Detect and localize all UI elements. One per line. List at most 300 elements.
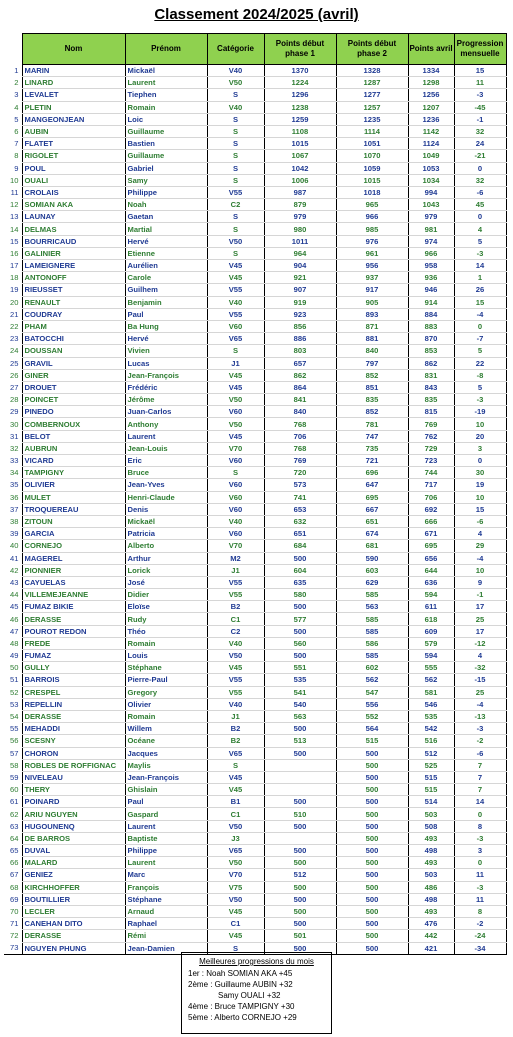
- prenom-cell: Etienne: [125, 247, 207, 259]
- points-avril-cell: 706: [408, 491, 454, 503]
- points-phase2-cell: 647: [336, 479, 408, 491]
- prenom-cell: Paul: [125, 796, 207, 808]
- progression-cell: 0: [454, 857, 506, 869]
- prenom-cell: Stéphane: [125, 893, 207, 905]
- table-row: [4, 820, 506, 832]
- points-phase2-cell: 1277: [336, 89, 408, 101]
- prenom-cell: Laurent: [125, 857, 207, 869]
- points-phase1-cell: 1296: [264, 89, 336, 101]
- nom-cell: CRESPEL: [22, 686, 125, 698]
- progression-cell: -3: [454, 832, 506, 844]
- prenom-cell: Maylis: [125, 759, 207, 771]
- rank-cell: 49: [10, 651, 19, 661]
- progression-cell: 26: [454, 284, 506, 296]
- points-avril-cell: 515: [408, 784, 454, 796]
- progression-cell: -8: [454, 369, 506, 381]
- rank-cell: 60: [10, 785, 19, 795]
- nom-cell: BARROIS: [22, 674, 125, 686]
- progression-cell: -2: [454, 735, 506, 747]
- table-row: [4, 893, 506, 905]
- points-phase1-cell: 1224: [264, 77, 336, 89]
- points-phase2-cell: 500: [336, 918, 408, 930]
- progression-cell: 9: [454, 576, 506, 588]
- categorie-cell: V60: [207, 503, 264, 515]
- prenom-cell: Carole: [125, 272, 207, 284]
- nom-cell: ROBLES DE ROFFIGNAC: [22, 759, 125, 771]
- points-avril-cell: 1053: [408, 162, 454, 174]
- progression-cell: 32: [454, 125, 506, 137]
- progression-cell: -45: [454, 101, 506, 113]
- points-phase2-cell: 590: [336, 552, 408, 564]
- points-avril-cell: 493: [408, 857, 454, 869]
- categorie-cell: V45: [207, 905, 264, 917]
- categorie-cell: V50: [207, 418, 264, 430]
- progression-cell: -7: [454, 333, 506, 345]
- nom-cell: CHORON: [22, 747, 125, 759]
- points-phase1-cell: 580: [264, 589, 336, 601]
- progression-cell: -3: [454, 247, 506, 259]
- points-phase2-cell: 556: [336, 698, 408, 710]
- prenom-cell: Tiephen: [125, 89, 207, 101]
- points-avril-cell: 535: [408, 710, 454, 722]
- points-phase2-cell: 500: [336, 771, 408, 783]
- prenom-cell: Mickaël: [125, 515, 207, 527]
- points-phase2-cell: 500: [336, 881, 408, 893]
- categorie-cell: C2: [207, 199, 264, 211]
- table-row: [4, 101, 506, 113]
- prenom-cell: Anthony: [125, 418, 207, 430]
- points-phase2-cell: 966: [336, 211, 408, 223]
- table-row: [4, 211, 506, 223]
- points-phase2-cell: 602: [336, 662, 408, 674]
- points-phase2-cell: 917: [336, 284, 408, 296]
- rank-cell: 66: [10, 858, 19, 868]
- points-phase2-cell: 1114: [336, 125, 408, 137]
- categorie-cell: V45: [207, 369, 264, 381]
- categorie-cell: V55: [207, 589, 264, 601]
- col-header-progression: Progression mensuelle: [454, 34, 506, 65]
- categorie-cell: S: [207, 150, 264, 162]
- nom-cell: BOURRICAUD: [22, 235, 125, 247]
- table-row: [4, 857, 506, 869]
- points-avril-cell: 946: [408, 284, 454, 296]
- categorie-cell: V55: [207, 284, 264, 296]
- categorie-cell: V40: [207, 698, 264, 710]
- nom-cell: FREDE: [22, 637, 125, 649]
- prenom-cell: Vivien: [125, 345, 207, 357]
- prenom-cell: Juan-Carlos: [125, 406, 207, 418]
- rank-cell: 48: [10, 638, 19, 648]
- points-phase2-cell: 500: [336, 832, 408, 844]
- categorie-cell: V50: [207, 650, 264, 662]
- points-phase1-cell: 540: [264, 698, 336, 710]
- prenom-cell: Guilhem: [125, 284, 207, 296]
- ranking-table: [4, 33, 507, 955]
- rank-cell: 20: [10, 297, 19, 307]
- nom-cell: DE BARROS: [22, 832, 125, 844]
- categorie-cell: V60: [207, 479, 264, 491]
- prenom-cell: Louis: [125, 650, 207, 662]
- points-phase1-cell: 1067: [264, 150, 336, 162]
- nom-cell: BATOCCHI: [22, 333, 125, 345]
- points-avril-cell: 666: [408, 515, 454, 527]
- prenom-cell: Ghislain: [125, 784, 207, 796]
- prenom-cell: Jean-Damien: [125, 942, 207, 954]
- table-row: [4, 796, 506, 808]
- categorie-cell: V45: [207, 260, 264, 272]
- rank-cell: 55: [10, 724, 19, 734]
- progression-cell: 10: [454, 491, 506, 503]
- rank-cell: 6: [14, 127, 19, 137]
- table-row: [4, 467, 506, 479]
- table-row: [4, 333, 506, 345]
- points-phase1-cell: 500: [264, 650, 336, 662]
- progression-cell: 17: [454, 601, 506, 613]
- table-row: [4, 162, 506, 174]
- progression-cell: 0: [454, 808, 506, 820]
- points-phase1-cell: 560: [264, 637, 336, 649]
- progression-cell: -6: [454, 186, 506, 198]
- categorie-cell: V45: [207, 771, 264, 783]
- points-phase1-cell: 563: [264, 710, 336, 722]
- points-avril-cell: 1334: [408, 65, 454, 77]
- points-avril-cell: 981: [408, 223, 454, 235]
- categorie-cell: B1: [207, 796, 264, 808]
- points-avril-cell: 512: [408, 747, 454, 759]
- prenom-cell: Aurélien: [125, 260, 207, 272]
- table-row: [4, 784, 506, 796]
- categorie-cell: V45: [207, 272, 264, 284]
- rank-cell: 59: [10, 772, 19, 782]
- rank-cell: 57: [10, 748, 19, 758]
- best-progression-line: 2ème : Guillaume AUBIN +32: [188, 980, 293, 989]
- prenom-cell: Gabriel: [125, 162, 207, 174]
- rank-cell: 41: [10, 553, 19, 563]
- prenom-cell: Arnaud: [125, 905, 207, 917]
- progression-cell: -34: [454, 942, 506, 954]
- points-avril-cell: 514: [408, 796, 454, 808]
- rank-cell: 30: [10, 419, 19, 429]
- points-phase2-cell: 586: [336, 637, 408, 649]
- categorie-cell: V55: [207, 674, 264, 686]
- categorie-cell: C1: [207, 918, 264, 930]
- categorie-cell: V60: [207, 406, 264, 418]
- nom-cell: RENAULT: [22, 296, 125, 308]
- col-header-points-phase2: Points début phase 2: [336, 34, 408, 65]
- prenom-cell: Lucas: [125, 357, 207, 369]
- rank-cell: 39: [10, 529, 19, 539]
- col-header-nom: Nom: [22, 34, 125, 65]
- points-avril-cell: 508: [408, 820, 454, 832]
- progression-cell: -15: [454, 674, 506, 686]
- nom-cell: MARIN: [22, 65, 125, 77]
- categorie-cell: V55: [207, 686, 264, 698]
- progression-cell: 10: [454, 418, 506, 430]
- rank-cell: 50: [10, 663, 19, 673]
- nom-cell: AUBRUN: [22, 442, 125, 454]
- points-phase2-cell: 651: [336, 515, 408, 527]
- points-phase1-cell: 803: [264, 345, 336, 357]
- progression-cell: 25: [454, 613, 506, 625]
- points-phase2-cell: 1018: [336, 186, 408, 198]
- points-phase2-cell: 585: [336, 613, 408, 625]
- points-phase1-cell: 987: [264, 186, 336, 198]
- points-phase2-cell: 797: [336, 357, 408, 369]
- prenom-cell: José: [125, 576, 207, 588]
- table-row: [4, 845, 506, 857]
- nom-cell: LEVALET: [22, 89, 125, 101]
- points-avril-cell: 1034: [408, 174, 454, 186]
- nom-cell: CAYUELAS: [22, 576, 125, 588]
- points-avril-cell: 815: [408, 406, 454, 418]
- nom-cell: MULET: [22, 491, 125, 503]
- table-row: [4, 260, 506, 272]
- rank-cell: 46: [10, 614, 19, 624]
- points-phase2-cell: 629: [336, 576, 408, 588]
- table-row: [4, 77, 506, 89]
- points-phase2-cell: 985: [336, 223, 408, 235]
- progression-cell: -21: [454, 150, 506, 162]
- nom-cell: LINARD: [22, 77, 125, 89]
- points-phase2-cell: 500: [336, 784, 408, 796]
- prenom-cell: Pierre-Paul: [125, 674, 207, 686]
- categorie-cell: V65: [207, 845, 264, 857]
- table-row: [4, 613, 506, 625]
- prenom-cell: Jean-François: [125, 771, 207, 783]
- points-phase1-cell: 500: [264, 845, 336, 857]
- categorie-cell: V45: [207, 784, 264, 796]
- categorie-cell: B2: [207, 735, 264, 747]
- table-row: [4, 138, 506, 150]
- nom-cell: CROLAIS: [22, 186, 125, 198]
- nom-cell: COUDRAY: [22, 308, 125, 320]
- points-phase1-cell: 706: [264, 430, 336, 442]
- prenom-cell: Romain: [125, 101, 207, 113]
- nom-cell: ANTONOFF: [22, 272, 125, 284]
- rank-cell: 5: [14, 114, 19, 124]
- points-phase1-cell: 500: [264, 552, 336, 564]
- points-phase1-cell: 635: [264, 576, 336, 588]
- nom-cell: DROUET: [22, 381, 125, 393]
- nom-cell: TAMPIGNY: [22, 467, 125, 479]
- categorie-cell: V45: [207, 381, 264, 393]
- rank-cell: 25: [10, 358, 19, 368]
- prenom-cell: Gaspard: [125, 808, 207, 820]
- progression-cell: -6: [454, 747, 506, 759]
- points-phase2-cell: 552: [336, 710, 408, 722]
- points-phase2-cell: 500: [336, 820, 408, 832]
- prenom-cell: Patricia: [125, 528, 207, 540]
- progression-cell: 22: [454, 357, 506, 369]
- points-avril-cell: 609: [408, 625, 454, 637]
- table-row: [4, 662, 506, 674]
- rank-cell: 23: [10, 334, 19, 344]
- rank-cell: 61: [10, 797, 19, 807]
- rank-cell: 35: [10, 480, 19, 490]
- rank-cell: 21: [10, 309, 19, 319]
- progression-cell: 14: [454, 796, 506, 808]
- nom-cell: FUMAZ: [22, 650, 125, 662]
- points-phase1-cell: 864: [264, 381, 336, 393]
- points-phase2-cell: 905: [336, 296, 408, 308]
- nom-cell: PLETIN: [22, 101, 125, 113]
- prenom-cell: Océane: [125, 735, 207, 747]
- col-header-points-phase1: Points début phase 1: [264, 34, 336, 65]
- points-phase2-cell: 781: [336, 418, 408, 430]
- progression-cell: 5: [454, 235, 506, 247]
- rank-cell: 70: [10, 907, 19, 917]
- progression-cell: -24: [454, 930, 506, 942]
- nom-cell: FUMAZ BIKIE: [22, 601, 125, 613]
- prenom-cell: Marc: [125, 869, 207, 881]
- prenom-cell: Romain: [125, 710, 207, 722]
- rank-cell: 64: [10, 833, 19, 843]
- points-phase1-cell: 921: [264, 272, 336, 284]
- nom-cell: VILLEMEJEANNE: [22, 589, 125, 601]
- rank-cell: 71: [10, 919, 19, 929]
- points-avril-cell: 486: [408, 881, 454, 893]
- prenom-cell: François: [125, 881, 207, 893]
- points-phase1-cell: 879: [264, 199, 336, 211]
- table-row: [4, 515, 506, 527]
- table-row: [4, 394, 506, 406]
- points-phase2-cell: 500: [336, 808, 408, 820]
- progression-cell: 25: [454, 686, 506, 698]
- points-phase1-cell: 513: [264, 735, 336, 747]
- categorie-cell: V50: [207, 893, 264, 905]
- points-avril-cell: 611: [408, 601, 454, 613]
- table-row: [4, 320, 506, 332]
- points-phase1-cell: 720: [264, 467, 336, 479]
- nom-cell: ARIU NGUYEN: [22, 808, 125, 820]
- table-row: [4, 723, 506, 735]
- points-phase2-cell: 547: [336, 686, 408, 698]
- points-phase2-cell: 1059: [336, 162, 408, 174]
- rank-cell: 28: [10, 395, 19, 405]
- points-phase2-cell: 500: [336, 796, 408, 808]
- prenom-cell: Jean-Louis: [125, 442, 207, 454]
- rank-cell: 14: [10, 224, 19, 234]
- progression-cell: 4: [454, 223, 506, 235]
- categorie-cell: C2: [207, 625, 264, 637]
- table-row: [4, 637, 506, 649]
- table-row: [4, 89, 506, 101]
- nom-cell: MEHADDI: [22, 723, 125, 735]
- points-phase1-cell: 886: [264, 333, 336, 345]
- table-header-row: [4, 34, 506, 65]
- points-phase1-cell: 500: [264, 820, 336, 832]
- col-header-points-avril: Points avril: [408, 34, 454, 65]
- prenom-cell: Rémi: [125, 930, 207, 942]
- progression-cell: 1: [454, 272, 506, 284]
- rank-cell: 69: [10, 894, 19, 904]
- categorie-cell: V45: [207, 430, 264, 442]
- points-phase2-cell: 500: [336, 942, 408, 954]
- prenom-cell: Hervé: [125, 235, 207, 247]
- nom-cell: GULLY: [22, 662, 125, 674]
- points-phase1-cell: 741: [264, 491, 336, 503]
- points-avril-cell: 958: [408, 260, 454, 272]
- categorie-cell: V65: [207, 333, 264, 345]
- nom-cell: POUROT REDON: [22, 625, 125, 637]
- points-avril-cell: 884: [408, 308, 454, 320]
- progression-cell: -6: [454, 515, 506, 527]
- rank-cell: 42: [10, 565, 19, 575]
- rank-cell: 63: [10, 821, 19, 831]
- points-avril-cell: 883: [408, 320, 454, 332]
- rank-cell: 45: [10, 602, 19, 612]
- progression-cell: 0: [454, 320, 506, 332]
- progression-cell: -4: [454, 308, 506, 320]
- points-avril-cell: 853: [408, 345, 454, 357]
- progression-cell: 10: [454, 564, 506, 576]
- table-body: [4, 65, 506, 955]
- nom-cell: REPELLIN: [22, 698, 125, 710]
- table-row: [4, 199, 506, 211]
- points-phase2-cell: 747: [336, 430, 408, 442]
- col-header-categorie: Catégorie: [207, 34, 264, 65]
- prenom-cell: Théo: [125, 625, 207, 637]
- points-avril-cell: 594: [408, 650, 454, 662]
- prenom-cell: Philippe: [125, 186, 207, 198]
- categorie-cell: S: [207, 162, 264, 174]
- rank-cell: 36: [10, 492, 19, 502]
- categorie-cell: S: [207, 125, 264, 137]
- points-avril-cell: 1124: [408, 138, 454, 150]
- points-phase2-cell: 500: [336, 905, 408, 917]
- page-title: Classement 2024/2025 (avril): [154, 6, 359, 23]
- categorie-cell: S: [207, 174, 264, 186]
- points-avril-cell: 503: [408, 808, 454, 820]
- points-phase1-cell: 923: [264, 308, 336, 320]
- prenom-cell: Jean-François: [125, 369, 207, 381]
- points-avril-cell: 442: [408, 930, 454, 942]
- points-phase1-cell: 500: [264, 857, 336, 869]
- nom-cell: DOUSSAN: [22, 345, 125, 357]
- nom-cell: KIRCHHOFFER: [22, 881, 125, 893]
- points-phase2-cell: 956: [336, 260, 408, 272]
- progression-cell: -32: [454, 662, 506, 674]
- points-phase1-cell: 1259: [264, 113, 336, 125]
- categorie-cell: S: [207, 345, 264, 357]
- points-avril-cell: 656: [408, 552, 454, 564]
- points-phase1-cell: 769: [264, 455, 336, 467]
- categorie-cell: V50: [207, 857, 264, 869]
- points-phase1-cell: 500: [264, 881, 336, 893]
- categorie-cell: V50: [207, 77, 264, 89]
- progression-cell: 7: [454, 784, 506, 796]
- points-phase1-cell: 768: [264, 442, 336, 454]
- table-row: [4, 125, 506, 137]
- table-row: [4, 589, 506, 601]
- points-phase1-cell: 653: [264, 503, 336, 515]
- rank-cell: 15: [10, 236, 19, 246]
- points-phase2-cell: 667: [336, 503, 408, 515]
- best-progression-line: 5ème : Alberto CORNEJO +29: [188, 1013, 297, 1022]
- points-phase1-cell: 1108: [264, 125, 336, 137]
- rank-cell: 12: [10, 200, 19, 210]
- points-avril-cell: 1142: [408, 125, 454, 137]
- nom-cell: THERY: [22, 784, 125, 796]
- table-row: [4, 918, 506, 930]
- prenom-cell: Laurent: [125, 820, 207, 832]
- table-row: [4, 308, 506, 320]
- progression-cell: -19: [454, 406, 506, 418]
- prenom-cell: Baptiste: [125, 832, 207, 844]
- progression-cell: -4: [454, 552, 506, 564]
- categorie-cell: J1: [207, 564, 264, 576]
- points-phase2-cell: 871: [336, 320, 408, 332]
